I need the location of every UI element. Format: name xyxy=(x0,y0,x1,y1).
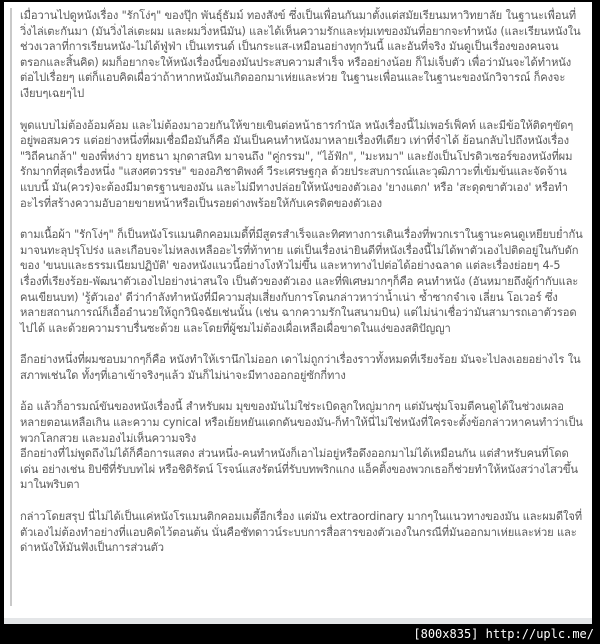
paragraph-genre: ตามเนื้อผ้า "รักโง่ๆ" ก็เป็นหนังโรแมนติกคอมเมดี้ที่มีสูตรสำเร็จและทิศทางการเดินเรื่องที่พวกเราในฐานะคนดูเหยียบย่ำกันมาจนทะลุปรุโปร่ง และเกือบจะไม่หลงเหลืออะไรที่ท้าทาย แต่เป็นเรื่องน่ายินดีที่หนังเรื่องนี้ไม่ได้พาตัวเองไปติดอยู่ในกับดักของ 'ขนบและธรรมเนียมปฏิบัติ' ของหนังแนวนี้อย่างโงหัวไม่ขึ้น และหาทางไปต่อได้อย่างฉลาด แต่ละเรื่องย่อยๆ 4-5 เรื่องที่เรียงร้อย-พัฒนาตัวเองไปอย่างน่าสนใจ เป็นตัวของตัวเอง และที่พิเศษมากๆก็คือ คนทำหนัง (อันหมายถึงผู้กำกับและคนเขียนบท) 'รู้ตัวเอง' ดีว่ากำลังทำหนังที่มีความสุ่มเสี่ยงกับการโดนกล่าวหาว่าน้ำเน่า ซ้ำซากจำเจ เลี่ยน โอเวอร์ ซึ่งหลายสถานการณ์ก็เอื้ออำนวยให้ถูกวินิจฉัยเช่นนั้น (เช่น ฉากความรักในสนามบิน) แต่ไม่น่าเชื่อว่ามันสามารถเอาตัวรอดไปได้ และด้วยความราบรื่นซะด้วย และโดยที่ผู้ชมไม่ต้องเผื่อเหลือเผื่อขาดในแง่ของสติปัญญา xyxy=(20,228,583,335)
paragraph-intro: เมื่อวานไปดูหนังเรื่อง "รักโง่ๆ" ของปุ๊ก พันธุ์ธัมม์ ทองสังข์ ซึ่งเป็นเพื่อนกันมาตั้งแต่สมัยเรียนมหาวิทยาลัย ในฐานะเพื่อนที่วิ่งไล่เตะกันมา (มันวิ่งไล่เตะผม และผมวิ่งหนีมัน) และได้เห็นความรักและทุ่มเทของมันที่อยากจะทำหนัง (และเรียนหนังในช่วงเวลาที่การเรียนหนัง-ไม่ได้ฟู่ฟ่า เป็นเทรนด์ เป็นกระแส-เหมือนอย่างทุกวันนี้ และอันที่จริง มันดูเป็นเรื่องของคนจนตรอกและสิ้นคิด) ผมก็อยากจะให้หนังเรื่องนี้ของมันประสบความสำเร็จ หรืออย่างน้อย ก็ไม่เจ็บตัว เพื่อว่ามันจะได้ทำหนังต่อไปเรื่อยๆ แต่ก็แอบคิดเผื่อว่าถ้าหากหนังมันเกิดออกมาเห่ยและห่วย ในฐานะเพื่อนและในฐานะของนักวิจารณ์ ก็คงจะเงียบๆเฉยๆไป xyxy=(20,9,581,100)
paragraph-humor: อ้อ แล้วก็อารมณ์ขันของหนังเรื่องนี้ สำหรับผม มุขของมันไม่ใช่ระเบิดลูกใหญ่มากๆ แต่มันซุ่มโจมตีคนดูได้ในช่วงเผลอหลายตอนเหลือเกิน และความ cynical หรือเย้ยหยันแดกดันของมัน-ก็ทำให้นี่ไม่ใช่หนังที่ใครจะตั้งข้อกล่าวหาคนทำว่าเป็นพวกโลกสวย และมองไม่เห็นความจริง xyxy=(20,400,583,445)
footer-strip xyxy=(4,618,592,624)
paragraph-conclusion: กล่าวโดยสรุป นี่ไม่ได้เป็นแค่หนังโรแมนติกคอมเมดี้อีกเรื่อง แต่มัน extraordinary มากๆในแนวทางของมัน และผมดีใจที่ตัวเองไม่ต้องทำอย่างที่แอบคิดไว้ตอนต้น นั่นคือชัทดาวน์ระบบการสื่อสารของตัวเองในกรณีที่มันออกมาเห่ยและห่วย และด่าหนังให้มันฟังเป็นการส่วนตัว xyxy=(20,510,582,555)
watermark: [800x835] http://uplc.me/ xyxy=(413,627,594,641)
paragraph-experience: พูดแบบไม่ต้องอ้อมค้อม และไม่ต้องมาอวยกันให้ขายเขินต่อหน้าธารกำนัล หนังเรื่องนี้ไม่เพอร์เฟ็คท์ และมีข้อให้ติดๆขัดๆอยู่พอสมควร แต่อย่างหนึ่งที่ผมเชื่อมือมันก็คือ มันเป็นคนทำหนังมาหลายเรื่องทีเดียว เท่าที่จำได้ ย้อนกลับไปถึงหนังเรื่อง "วิถีคนกล้า" ของพี่หง่าว ยุทธนา มุกดาสนิท มาจนถึง "คู่กรรม", "ไอ้ฟัก", "มะหมา" และยังเป็นโปรดิวเซอร์ของหนังที่ผมรักมากที่สุดเรื่องหนึ่ง "แสงศตวรรษ" ของอภิชาติพงศ์ วีระเศรษฐกุล ด้วยประสบการณ์และวุฒิภาวะที่เข้มข้นและจัดจ้านแบบนี้ มัน(ควร)จะต้องมีมาตรฐานของมัน และไม่มีทางปล่อยให้หนังของตัวเอง 'ยางแตก' หรือ 'สะดุดขาตัวเอง' หรือทำอะไรที่สร้างความอับอายขายหน้าหรือเป็นรอยด่างพร้อยให้กับเครดิตของตัวเอง xyxy=(20,118,574,210)
review-quote-block xyxy=(10,8,584,606)
paragraph-acting: อีกอย่างที่ไม่พูดถึงไม่ได้ก็คือการแสดง ส่วนหนึ่ง-คนทำหนังก็เอาไม่อยู่หรือดึงออกมาไม่ได้เหมือนกัน แต่สำหรับคนที่โดดเด่น อย่างเช่น ยิปซีที่รับบทไผ่ หรือชิดิรัตน์ โรจน์แสงรัตน์ที่รับบทพริกแกง แอ็คติ้งของพวกเธอก็ช่วยทำให้หนังสว่างไสวขึ้นมาในพริบตา xyxy=(20,447,578,492)
document-page xyxy=(4,2,592,618)
paragraph-ending: อีกอย่างหนึ่งที่ผมชอบมากๆก็คือ หนังทำให้เรานึกไม่ออก เดาไม่ถูกว่าเรื่องราวทั้งหมดที่เรียงร้อย มันจะไปลงเอยอย่างไร ในสภาพเช่นใด ทั้งๆที่เอาเข้าจริงๆแล้ว มันก็ไม่น่าจะมีทางออกอยู่ซักกี่ทาง xyxy=(20,353,581,382)
